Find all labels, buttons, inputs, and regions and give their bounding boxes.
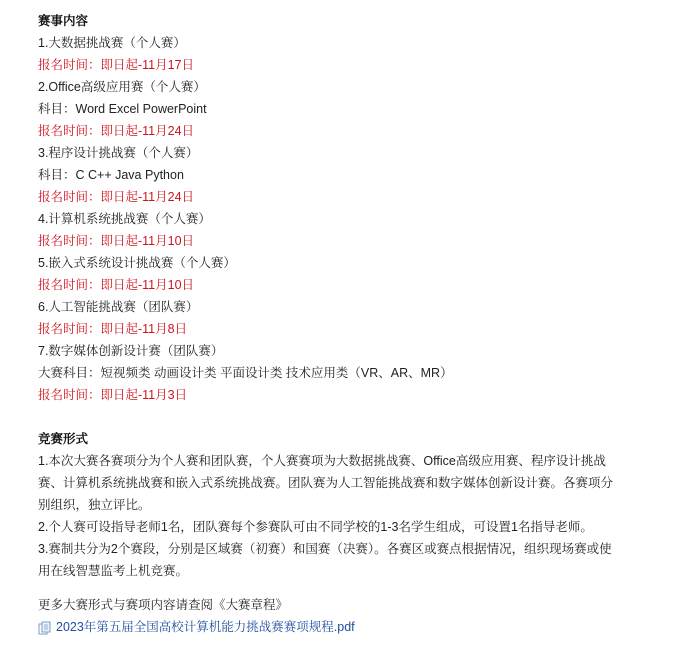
article-content xyxy=(38,10,618,638)
competition-list xyxy=(38,32,618,406)
subject-line: 科目：Word Excel PowerPoint xyxy=(38,102,207,116)
competition-line: 2.Office高级应用赛（个人赛） xyxy=(38,80,206,94)
competition-line: 5.嵌入式系统设计挑战赛（个人赛） xyxy=(38,256,236,270)
registration-time: 报名时间：即日起-11月3日 xyxy=(38,388,188,402)
competition-line: 7.数字媒体创新设计赛（团队赛） xyxy=(38,344,224,358)
rules-note: 更多大赛形式与赛项内容请查阅《大赛章程》 xyxy=(38,598,289,612)
registration-time: 报名时间：即日起-11月24日 xyxy=(38,124,195,138)
competition-line: 4.计算机系统挑战赛（个人赛） xyxy=(38,212,211,226)
subject-line: 科目：C C++ Java Python xyxy=(38,168,184,182)
registration-time: 报名时间：即日起-11月24日 xyxy=(38,190,195,204)
format-paragraph: 3.赛制共分为2个赛段，分别是区域赛（初赛）和国赛（决赛）。各赛区或赛点根据情况，组织现场赛或使用在线智慧监考上机竞赛。 xyxy=(38,542,612,578)
pdf-attachment-label[interactable]: 2023年第五届全国高校计算机能力挑战赛赛项规程.pdf xyxy=(56,620,355,634)
format-paragraph: 1.本次大赛各赛项分为个人赛和团队赛，个人赛赛项为大数据挑战赛、Office高级应用赛、程序设计挑战赛、计算机系统挑战赛和嵌入式系统挑战赛。团队赛为人工智能挑战赛和数字媒体创新设计赛。各赛项分别组织，独立评比。 xyxy=(38,454,614,512)
registration-time: 报名时间：即日起-11月17日 xyxy=(38,58,195,72)
competition-line: 1.大数据挑战赛（个人赛） xyxy=(38,36,186,50)
registration-time: 报名时间：即日起-11月10日 xyxy=(38,278,195,292)
registration-time: 报名时间：即日起-11月8日 xyxy=(38,322,188,336)
section-title-contents: 赛事内容 xyxy=(38,14,89,28)
registration-time: 报名时间：即日起-11月10日 xyxy=(38,234,195,248)
subject-line: 大赛科目：短视频类 动画设计类 平面设计类 技术应用类（VR、AR、MR） xyxy=(38,366,453,380)
pdf-attachment-link[interactable] xyxy=(38,616,618,638)
document-icon xyxy=(38,620,52,634)
format-paragraphs xyxy=(38,450,618,582)
section-title-format: 竞赛形式 xyxy=(38,432,89,446)
spacer xyxy=(38,406,618,428)
spacer xyxy=(38,582,618,594)
competition-line: 3.程序设计挑战赛（个人赛） xyxy=(38,146,199,160)
competition-line: 6.人工智能挑战赛（团队赛） xyxy=(38,300,199,314)
format-paragraph: 2.个人赛可设指导老师1名，团队赛每个参赛队可由不同学校的1-3名学生组成，可设置1名指导老师。 xyxy=(38,520,593,534)
